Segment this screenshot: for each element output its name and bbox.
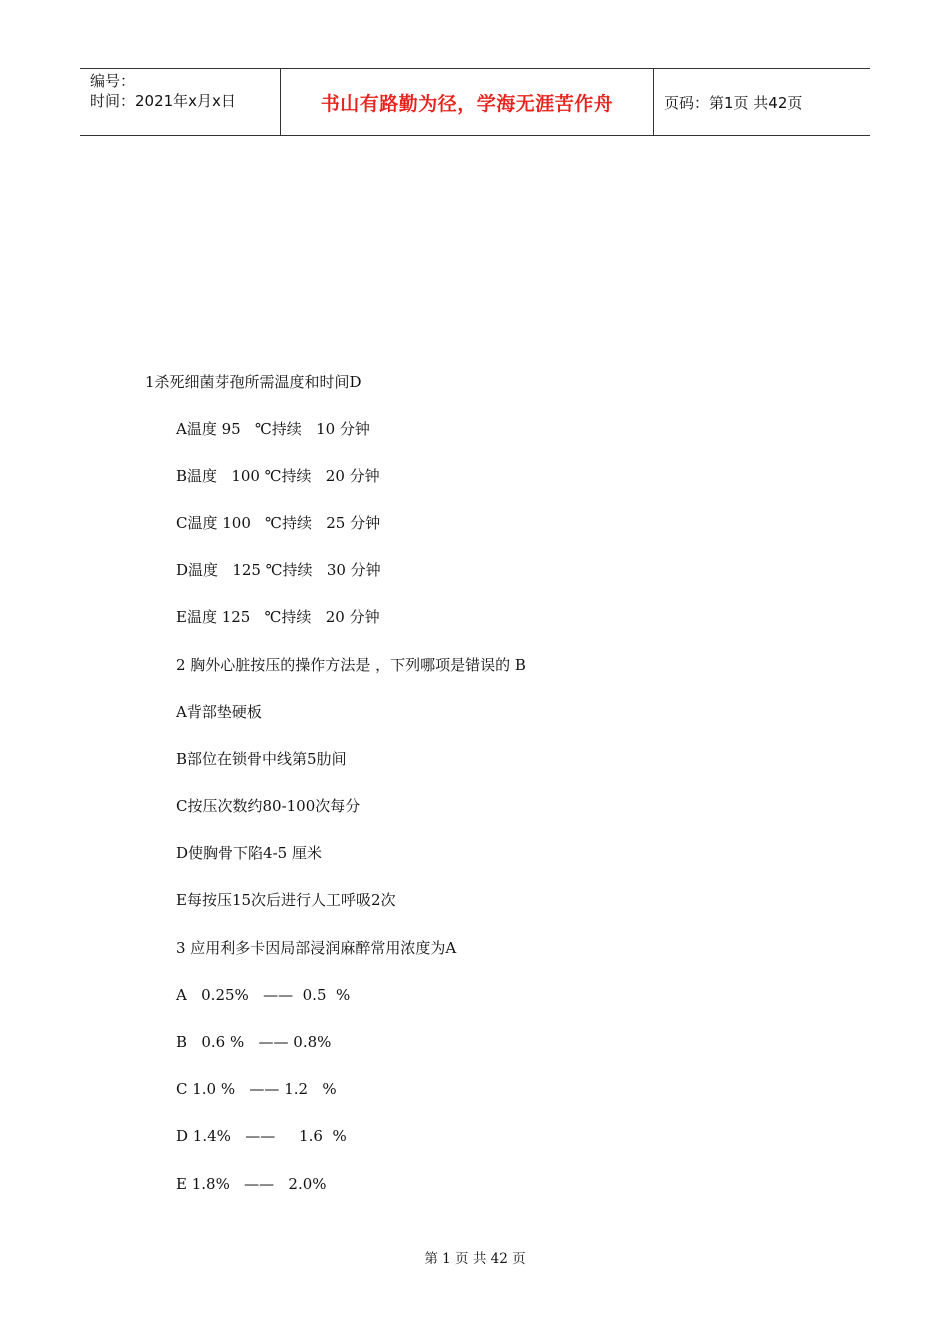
time-label: 时间：2021年x月x日 — [90, 92, 236, 110]
answer-option: A 0.25% —— 0.5 % — [176, 986, 351, 1004]
page-header — [80, 68, 870, 136]
header-motto-cell — [281, 69, 654, 135]
answer-option: B 0.6 % —— 0.8% — [176, 1033, 332, 1051]
number-label: 编号： — [90, 72, 136, 90]
answer-option: B温度 100 ℃持续 20 分钟 — [176, 467, 380, 485]
question-title: 1杀死细菌芽孢所需温度和时间D — [145, 373, 362, 391]
answer-option: A温度 95 ℃持续 10 分钟 — [176, 420, 370, 438]
answer-option: C 1.0 % —— 1.2 % — [176, 1080, 337, 1098]
answer-option: C按压次数约80-100次每分 — [176, 797, 361, 815]
answer-option: B部位在锁骨中线第5肋间 — [176, 750, 347, 768]
answer-option: E温度 125 ℃持续 20 分钟 — [176, 608, 380, 626]
motto-text: 书山有路勤为径，学海无涯苦作舟 — [320, 92, 614, 115]
answer-option: E每按压15次后进行人工呼吸2次 — [176, 891, 396, 909]
answer-option: D使胸骨下陷4-5 厘米 — [176, 844, 322, 862]
page-info: 页码：第1页 共42页 — [664, 93, 803, 112]
question-title: 2 胸外心脏按压的操作方法是 ，下列哪项是错误的 B — [176, 656, 526, 674]
page-footer: 第 1 页 共 42 页 — [424, 1251, 526, 1267]
answer-option: E 1.8% —— 2.0% — [176, 1175, 327, 1193]
answer-option: D 1.4% —— 1.6 % — [176, 1127, 347, 1145]
header-page-info-cell — [654, 69, 870, 135]
answer-option: D温度 125 ℃持续 30 分钟 — [176, 561, 381, 579]
answer-option: A背部垫硬板 — [176, 703, 262, 721]
answer-option: C温度 100 ℃持续 25 分钟 — [176, 514, 381, 532]
question-title: 3 应用利多卡因局部浸润麻醉常用浓度为A — [176, 939, 457, 957]
header-meta — [80, 69, 281, 135]
